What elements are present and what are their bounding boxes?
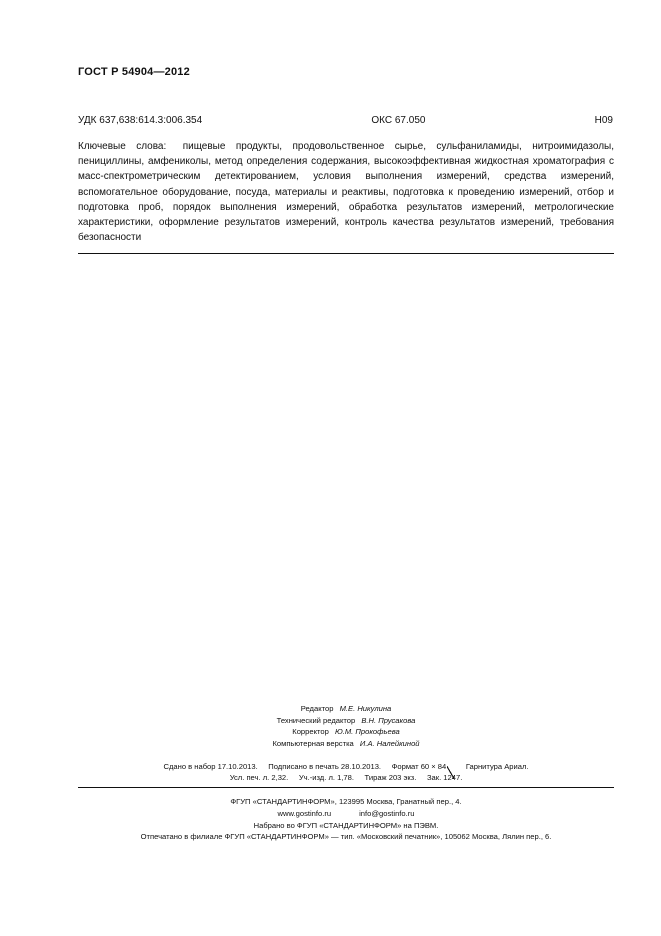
publisher-block: [78, 796, 614, 843]
keywords-text: пищевые продукты, продовольственное сырье, сульфаниламиды, нитроимидазолы, пенициллины, амфениколы, метод определения содержания, высокоэффективная жидкостная хроматография с масс-спектрометрическим детектированием, условия выполнения измерений, средства измерений, вспомогательное оборудование, посуда, материалы и реактивы, подготовка к проведению измерений, отбор и подготовка проб, порядок выполнения измерений, обработка результатов измерений, метрологические характеристики, оформление результатов измерений, контроль качества результатов измерений, требования безопасности: [78, 141, 614, 244]
oks-code: ОКС 67.050: [371, 115, 426, 126]
layout-name: И.А. Налейкиной: [359, 738, 420, 748]
print-run: Тираж 203 экз.: [364, 773, 417, 782]
layout-line: [78, 738, 614, 750]
udk-code: УДК 637,638:614.3:006.354: [78, 115, 203, 126]
print-info-line-2: [78, 773, 614, 782]
document-code: ГОСТ Р 54904—2012: [78, 66, 190, 78]
typeset-note: Набрано во ФГУП «СТАНДАРТИНФОРМ» на ПЭВМ.: [253, 820, 439, 830]
keywords-label: Ключевые слова:: [78, 141, 167, 152]
editor-label: Редактор: [300, 704, 334, 713]
corrector-name: Ю.М. Прокофьева: [334, 727, 400, 737]
order-number: Зак. 1247.: [426, 773, 463, 782]
signed-date: Подписано в печать 28.10.2013.: [268, 762, 382, 771]
paper-format: Формат 60 × 84: [391, 762, 447, 771]
submitted-date: Сдано в набор 17.10.2013.: [163, 762, 258, 771]
print-info-line-1: [78, 762, 614, 771]
tech-editor-label: Технический редактор: [276, 715, 356, 725]
publisher-contacts: [78, 808, 614, 820]
publisher-email[interactable]: info@gostinfo.ru: [359, 808, 415, 818]
divider: [78, 787, 614, 788]
publisher-sheets: Уч.-изд. л. 1,78.: [298, 773, 354, 782]
keywords-paragraph: [78, 139, 614, 245]
classification-row: [78, 115, 613, 126]
layout-label: Компьютерная верстка: [272, 738, 354, 748]
publisher-website[interactable]: www.gostinfo.ru: [277, 808, 332, 818]
corrector-label: Корректор: [292, 727, 329, 737]
editor-line: [78, 703, 614, 715]
tech-editor-name: В.Н. Прусакова: [361, 715, 416, 725]
printed-note: Отпечатано в филиале ФГУП «СТАНДАРТИНФОРМ» — тип. «Московский печатник», 105062 Москва, Лялин пер., 6.: [140, 832, 552, 842]
corrector-line: [78, 726, 614, 738]
editor-name: М.Е. Никулина: [339, 704, 392, 713]
credits-block: [78, 703, 614, 749]
divider: [78, 253, 614, 254]
category-code: Н09: [594, 115, 613, 126]
typeface: Гарнитура Ариал.: [465, 762, 529, 771]
print-sheets: Усл. печ. л. 2,32.: [229, 773, 289, 782]
publisher-address: ФГУП «СТАНДАРТИНФОРМ», 123995 Москва, Гранатный пер., 4.: [230, 797, 462, 806]
tech-editor-line: [78, 715, 614, 727]
